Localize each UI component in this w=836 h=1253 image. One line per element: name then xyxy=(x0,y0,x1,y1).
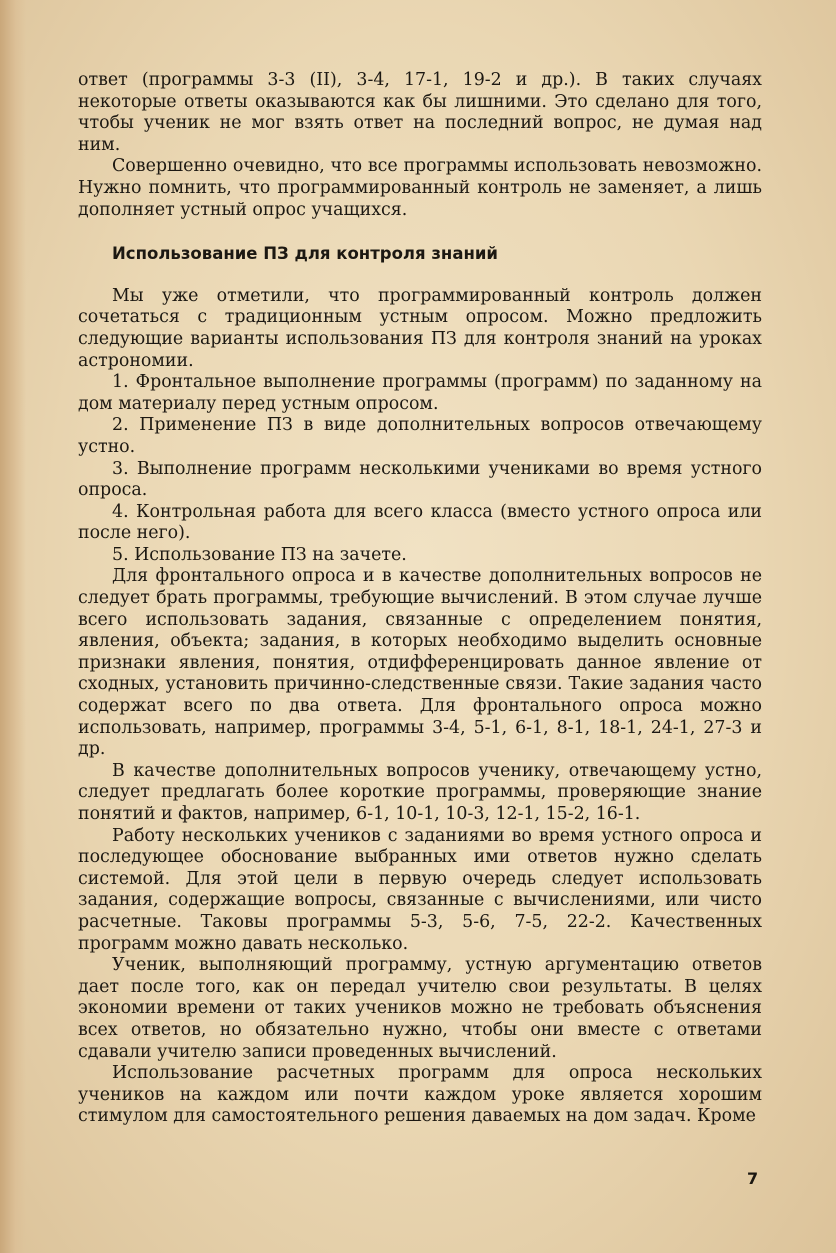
paragraph: Совершенно очевидно, что все программы использовать невозможно. Нужно помнить, что программированный контроль не заменяет, а лишь дополняет устный опрос учащихся. xyxy=(78,156,762,220)
paragraph: Ученик, выполняющий программу, устную аргументацию ответов дает после того, как он передал учителю свои результаты. В целях экономии времени от таких учеников можно не требовать объяснения всех ответов, но обязательно нужно, чтобы они вместе с ответами сдавали учителю записи проведенных вычислений. xyxy=(78,955,762,1062)
paragraph: Мы уже отметили, что программированный контроль должен сочетаться с традиционным устным опросом. Можно предложить следующие варианты использования ПЗ для контроля знаний на уроках астрономии. xyxy=(78,285,762,371)
list-item: 3. Выполнение программ несколькими учениками во время устного опроса. xyxy=(78,458,762,501)
page-text xyxy=(78,70,762,1128)
paragraph-continued: ответ (программы 3-3 (II), 3-4, 17-1, 19-2 и др.). В таких случаях некоторые ответы оказываются как бы лишними. Это сделано для того, чтобы ученик не мог взять ответ на последний вопрос, не думая над ним. xyxy=(78,70,762,155)
page-number: 7 xyxy=(747,1169,759,1188)
list-item: 2. Применение ПЗ в виде дополнительных вопросов отвечающему устно. xyxy=(78,415,762,457)
page-edge-shadow xyxy=(0,0,26,1253)
list-item: 5. Использование ПЗ на зачете. xyxy=(112,544,407,565)
paragraph: Использование расчетных программ для опроса нескольких учеников на каждом или почти каждом уроке является хорошим стимулом для самостоятельного решения даваемых на дом задач. Кроме xyxy=(78,1063,762,1127)
paragraph: Для фронтального опроса и в качестве дополнительных вопросов не следует брать программы, требующие вычислений. В этом случае лучше всего использовать задания, связанные с определением понятия, явления, объекта; задания, в которых необходимо выделить основные признаки явления, понятия, отдифференцировать данное явление от сходных, установить причинно-следственные связи. Такие задания часто содержат всего по два ответа. Для фронтального опроса можно использовать, например, программы 3-4, 5-1, 6-1, 8-1, 18-1, 24-1, 27-3 и др. xyxy=(78,566,762,760)
paragraph: Работу нескольких учеников с заданиями во время устного опроса и последующее обоснование выбранных ими ответов нужно сделать системой. Для этой цели в первую очередь следует использовать задания, содержащие вопросы, связанные с вычислениями, или чисто расчетные. Таковы программы 5-3, 5-6, 7-5, 22-2. Качественных программ можно давать несколько. xyxy=(78,825,762,954)
section-heading: Использование ПЗ для контроля знаний xyxy=(112,244,498,264)
paragraph: В качестве дополнительных вопросов ученику, отвечающему устно, следует предлагать более короткие программы, проверяющие знание понятий и фактов, например, 6-1, 10-1, 10-3, 12-1, 15-2, 16-1. xyxy=(78,760,762,824)
list-item: 4. Контрольная работа для всего класса (вместо устного опроса или после него). xyxy=(78,501,762,544)
list-item: 1. Фронтальное выполнение программы (программ) по заданному на дом материалу перед устным опросом. xyxy=(78,372,762,414)
